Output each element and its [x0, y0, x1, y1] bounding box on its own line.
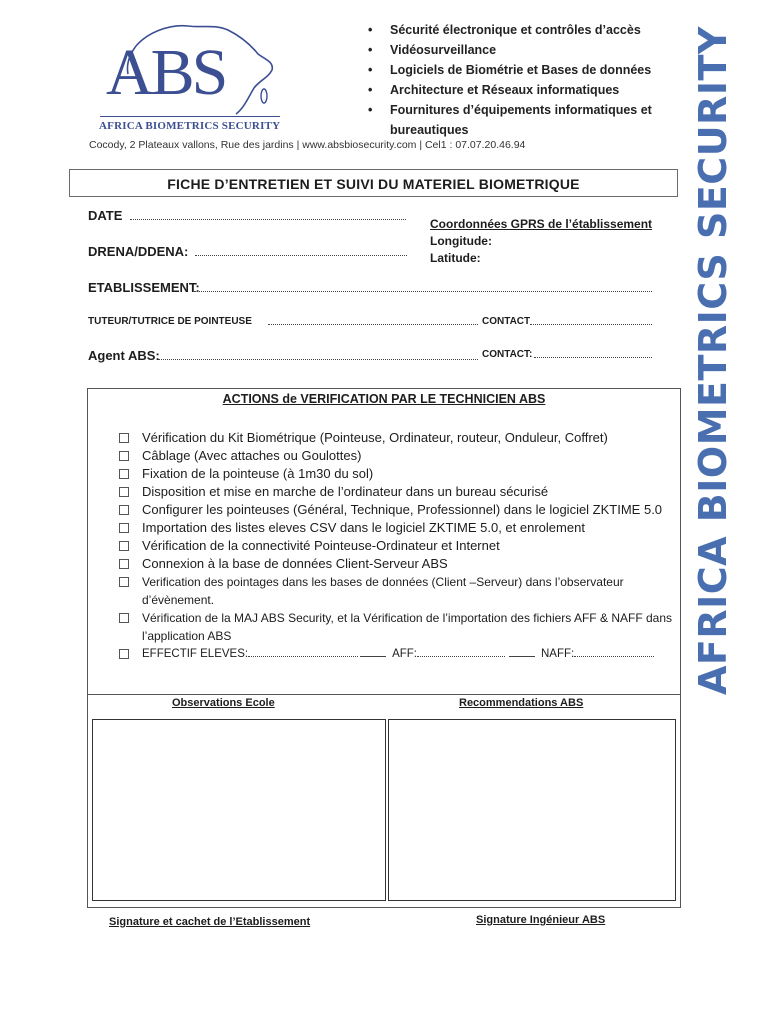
service-item: • Sécurité électronique et contrôles d’accès: [364, 20, 680, 40]
service-item: • Architecture et Réseaux informatiques: [364, 80, 680, 100]
checkbox[interactable]: [119, 541, 129, 551]
effectif-line: [360, 656, 386, 657]
section-divider: [88, 694, 680, 695]
gps-coordinates: [430, 216, 652, 267]
etablissement-label: ETABLISSEMENT:: [88, 280, 200, 295]
checkbox[interactable]: [119, 469, 129, 479]
recommendations-box[interactable]: [388, 719, 676, 901]
checklist-item: Fixation de la pointeuse (à 1m30 du sol): [116, 465, 676, 483]
services-list: [364, 20, 680, 140]
aff-field[interactable]: [417, 656, 505, 657]
checkbox[interactable]: [119, 523, 129, 533]
aff-label: AFF:: [392, 648, 417, 660]
observations-box[interactable]: [92, 719, 386, 901]
checkbox[interactable]: [119, 577, 129, 587]
checklist-item: Configurer les pointeuses (Général, Technique, Professionnel) dans le logiciel ZKTIME 5.0: [116, 501, 676, 519]
date-field[interactable]: [130, 219, 406, 220]
tuteur-field[interactable]: [268, 324, 478, 325]
checklist-item: Verification des pointages dans les bases de données (Client –Serveur) dans l’observateur d’évènement.: [116, 573, 676, 609]
aff-line: [509, 656, 535, 657]
latitude-label: Latitude:: [430, 251, 481, 265]
checkbox[interactable]: [119, 433, 129, 443]
bullet-icon: •: [368, 23, 373, 37]
tuteur-contact-field[interactable]: [530, 324, 652, 325]
agent-contact-field[interactable]: [534, 357, 652, 358]
longitude-label: Longitude:: [430, 234, 492, 248]
recommendations-header: Recommendations ABS: [459, 697, 584, 709]
checklist-item: Vérification de la MAJ ABS Security, et la Vérification de l’importation des fichiers AFF & NAFF dans l’application ABS: [116, 609, 676, 645]
effectif-row: [116, 645, 676, 663]
agent-contact-label: CONTACT:: [482, 349, 533, 360]
form-title: FICHE D’ENTRETIEN ET SUIVI DU MATERIEL BIOMETRIQUE: [69, 169, 678, 197]
naff-label: NAFF:: [541, 648, 575, 660]
actions-section: [87, 388, 681, 908]
checkbox[interactable]: [119, 487, 129, 497]
company-address: Cocody, 2 Plateaux vallons, Rue des jardins | www.absbiosecurity.com | Cel1 : 07.07.20.46.94: [89, 139, 526, 151]
logo-divider: [100, 116, 280, 117]
checkbox[interactable]: [119, 559, 129, 569]
checklist-item: Disposition et mise en marche de l’ordinateur dans un bureau sécurisé: [116, 483, 676, 501]
checkbox[interactable]: [119, 505, 129, 515]
signature-etablissement: Signature et cachet de l’Etablissement: [109, 916, 311, 928]
agent-label: Agent ABS:: [88, 348, 160, 363]
drena-label: DRENA/DDENA:: [88, 244, 189, 259]
checklist-item: Importation des listes eleves CSV dans le logiciel ZKTIME 5.0, et enrolement: [116, 519, 676, 537]
bullet-icon: •: [368, 43, 373, 57]
service-item: • Logiciels de Biométrie et Bases de données: [364, 60, 680, 80]
contact-label: CONTACT: [482, 316, 531, 327]
checkbox[interactable]: [119, 451, 129, 461]
drena-field[interactable]: [195, 255, 407, 256]
etablissement-field[interactable]: [194, 291, 652, 292]
tuteur-label: TUTEUR/TUTRICE DE POINTEUSE: [88, 316, 252, 327]
side-company-banner: AFRICA BIOMETRICS SECURITY: [691, 26, 735, 695]
effectif-label: EFFECTIF ELEVES:: [142, 648, 249, 660]
bullet-icon: •: [368, 103, 373, 117]
checkbox[interactable]: [119, 613, 129, 623]
gps-title: Coordonnées GPRS de l’établissement: [430, 217, 653, 231]
naff-field[interactable]: [574, 656, 654, 657]
company-name: AFRICA BIOMETRICS SECURITY: [99, 120, 281, 132]
actions-title: ACTIONS de VERIFICATION PAR LE TECHNICIEN ABS: [222, 392, 546, 406]
checklist-item: Câblage (Avec attaches ou Goulottes): [116, 447, 676, 465]
checklist-item: Vérification du Kit Biométrique (Pointeuse, Ordinateur, routeur, Onduleur, Coffret): [116, 429, 676, 447]
agent-field[interactable]: [158, 359, 478, 360]
checkbox[interactable]: [119, 649, 129, 659]
signature-ingenieur: Signature Ingénieur ABS: [476, 914, 606, 926]
verification-checklist: [116, 429, 676, 663]
bullet-icon: •: [368, 63, 373, 77]
service-item: • Vidéosurveillance: [364, 40, 680, 60]
checklist-item: Vérification de la connectivité Pointeuse-Ordinateur et Internet: [116, 537, 676, 555]
observations-header: Observations Ecole: [172, 697, 275, 709]
checklist-item: Connexion à la base de données Client-Serveur ABS: [116, 555, 676, 573]
bullet-icon: •: [368, 83, 373, 97]
effectif-field[interactable]: [248, 656, 358, 657]
logo-letters: ABS: [106, 36, 226, 109]
service-item: • Fournitures d’équipements informatiques et bureautiques: [364, 100, 680, 140]
date-label: DATE: [88, 208, 123, 223]
